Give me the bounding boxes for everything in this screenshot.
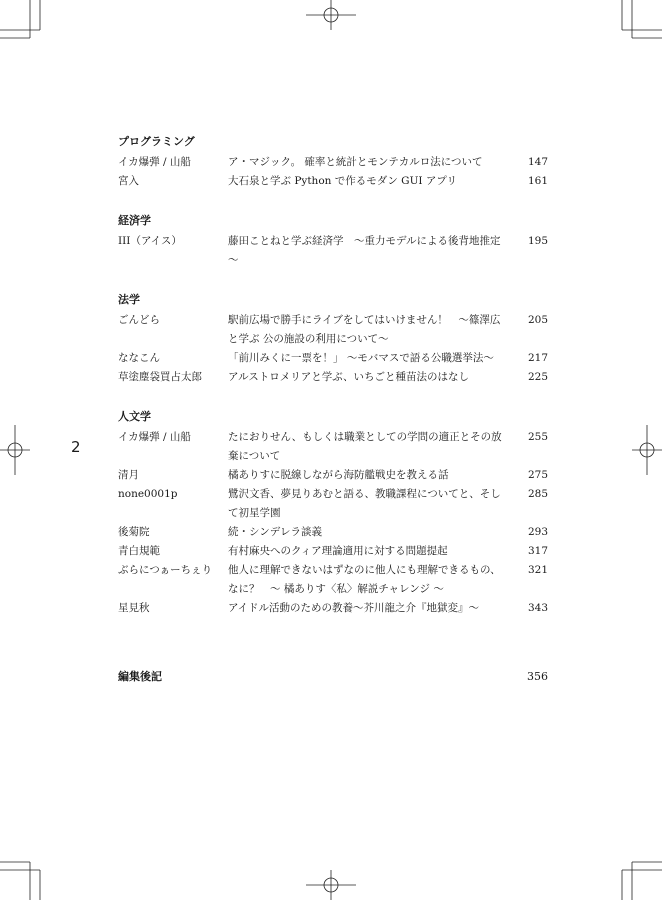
toc-entry [118,466,548,485]
entry-page: 293 [527,526,548,538]
entry-page: 147 [527,156,548,168]
toc-entry [118,599,548,618]
entry-title: 続・シンデレラ談義 [228,526,323,538]
entry-author: イカ爆弾 / 山船 [118,431,191,443]
entry-page: 217 [527,352,548,364]
entry-page: 317 [527,545,548,557]
entry-title: 藤田ことねと学ぶ経済学 ～重力モデルによる後背地推定～ [228,235,501,266]
table-of-contents [118,133,548,639]
entry-title: たにおりせん、もしくは職業としての学問の適正とその放棄について [228,431,502,462]
entry-title: ア・マジック。 確率と統計とモンテカルロ法について [228,156,483,168]
entry-title: 鷺沢文香、夢見りあむと語る、教職課程についてと、そして初星学園 [228,488,501,519]
entry-title: 有村麻央へのクィア理論適用に対する問題提起 [228,545,448,557]
page-number: 2 [71,438,81,456]
entry-page: 161 [527,175,548,187]
entry-author: 後菊院 [118,526,150,538]
entry-page: 343 [527,602,548,614]
toc-section [118,408,548,618]
entry-title: 橘ありすに脱線しながら海防艦戦史を教える話 [228,469,449,481]
entry-page: 205 [527,314,548,326]
entry-title: アイドル活動のための教養～芥川龍之介『地獄変』～ [228,602,480,614]
entry-title: 他人に理解できないはずなのに他人にも理解できるもの、なに？ ～ 橘ありす〈私〉解説チャレンジ ～ [228,564,501,595]
entry-author: 宮入 [118,175,139,187]
entry-title: 「前川みくに一票を！」 ～モバマスで語る公職選挙法～ [228,352,494,364]
toc-entry [118,232,548,270]
toc-entry [118,153,548,172]
section-heading: 人文学 [118,410,151,423]
toc-entry [118,542,548,561]
entry-author: 青白規範 [118,545,160,557]
afterword-page: 356 [527,670,548,683]
toc-section [118,212,548,270]
entry-author: III（アイス） [118,235,182,247]
entry-page: 285 [527,488,548,500]
toc-section [118,133,548,191]
toc-section [118,291,548,387]
section-heading: 経済学 [118,214,151,227]
entry-author: 清月 [118,469,139,481]
entry-author: 草塗塵袋買占太郎 [118,371,202,383]
toc-entry [118,349,548,368]
entry-author: ななこん [118,352,160,364]
entry-author: none0001p [118,488,178,500]
entry-title: アルストロメリアと学ぶ、いちごと種苗法のはなし [228,371,469,383]
toc-entry [118,485,548,523]
toc-entry [118,311,548,349]
entry-page: 275 [527,469,548,481]
section-heading: プログラミング [118,135,195,148]
entry-author: ごんどら [118,314,160,326]
entry-title: 駅前広場で勝手にライブをしてはいけません！ ～篠澤広と学ぶ 公の施設の利用について～ [228,314,501,345]
toc-entry [118,368,548,387]
entry-author: イカ爆弾 / 山船 [118,156,191,168]
afterword-entry [118,668,548,686]
entry-author: ぶらにつぁーちぇり [118,564,213,576]
entry-page: 225 [527,371,548,383]
toc-entry [118,561,548,599]
section-heading: 法学 [118,293,140,306]
entry-title: 大石泉と学ぶ Python で作るモダン GUI アプリ [228,175,457,187]
entry-page: 195 [527,235,548,247]
toc-entry [118,428,548,466]
afterword-label: 編集後記 [118,670,162,683]
toc-entry [118,523,548,542]
entry-page: 255 [527,431,548,443]
entry-author: 星見秋 [118,602,150,614]
entry-page: 321 [527,564,548,576]
toc-entry [118,172,548,191]
